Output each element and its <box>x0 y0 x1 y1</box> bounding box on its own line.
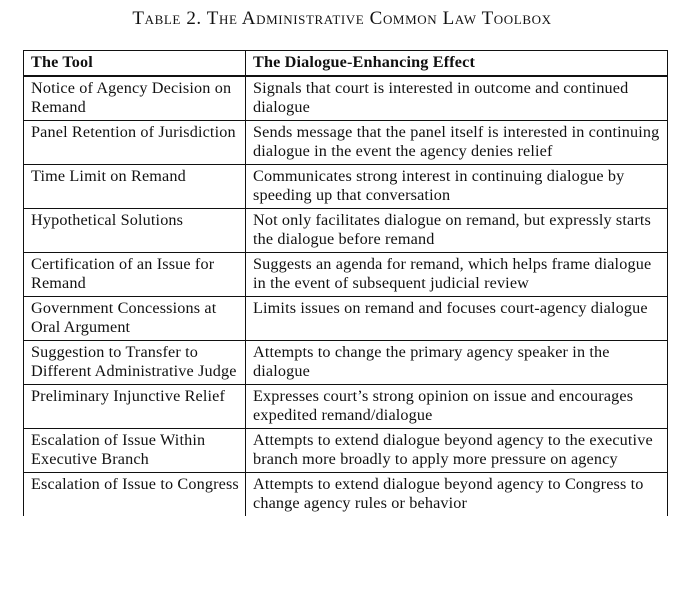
table-row <box>24 384 668 428</box>
table-row <box>24 296 668 340</box>
effect-cell: Attempts to extend dialogue beyond agency to the executive branch more broadly to apply more pressure on agency <box>246 428 668 472</box>
table-row <box>24 252 668 296</box>
column-header-effect: The Dialogue-Enhancing Effect <box>246 51 668 76</box>
toolbox-table <box>23 50 668 516</box>
table-row <box>24 472 668 516</box>
tool-cell: Certification of an Issue for Remand <box>24 252 246 296</box>
tool-cell: Escalation of Issue Within Executive Branch <box>24 428 246 472</box>
effect-cell: Not only facilitates dialogue on remand, but expressly starts the dialogue before remand <box>246 208 668 252</box>
effect-cell: Attempts to change the primary agency speaker in the dialogue <box>246 340 668 384</box>
column-header-tool: The Tool <box>24 51 246 76</box>
table-row <box>24 76 668 121</box>
tool-cell: Panel Retention of Jurisdiction <box>24 120 246 164</box>
table-header <box>24 51 668 76</box>
table-body <box>24 76 668 516</box>
effect-cell: Attempts to extend dialogue beyond agency to Congress to change agency rules or behavior <box>246 472 668 516</box>
table-caption: Table 2. The Administrative Common Law Toolbox <box>132 8 552 29</box>
table-row <box>24 340 668 384</box>
tool-cell: Suggestion to Transfer to Different Administrative Judge <box>24 340 246 384</box>
table-row <box>24 428 668 472</box>
header-row <box>24 51 668 76</box>
effect-cell: Sends message that the panel itself is interested in continuing dialogue in the event the agency denies relief <box>246 120 668 164</box>
effect-cell: Communicates strong interest in continuing dialogue by speeding up that conversation <box>246 164 668 208</box>
tool-cell: Preliminary Injunctive Relief <box>24 384 246 428</box>
effect-cell: Suggests an agenda for remand, which helps frame dialogue in the event of subsequent judicial review <box>246 252 668 296</box>
table-row <box>24 164 668 208</box>
tool-cell: Government Concessions at Oral Argument <box>24 296 246 340</box>
effect-cell: Limits issues on remand and focuses court-agency dialogue <box>246 296 668 340</box>
table-row <box>24 120 668 164</box>
tool-cell: Time Limit on Remand <box>24 164 246 208</box>
tool-cell: Notice of Agency Decision on Remand <box>24 76 246 121</box>
table-row <box>24 208 668 252</box>
tool-cell: Hypothetical Solutions <box>24 208 246 252</box>
effect-cell: Signals that court is interested in outcome and continued dialogue <box>246 76 668 121</box>
effect-cell: Expresses court’s strong opinion on issue and encourages expedited remand/dialogue <box>246 384 668 428</box>
tool-cell: Escalation of Issue to Congress <box>24 472 246 516</box>
